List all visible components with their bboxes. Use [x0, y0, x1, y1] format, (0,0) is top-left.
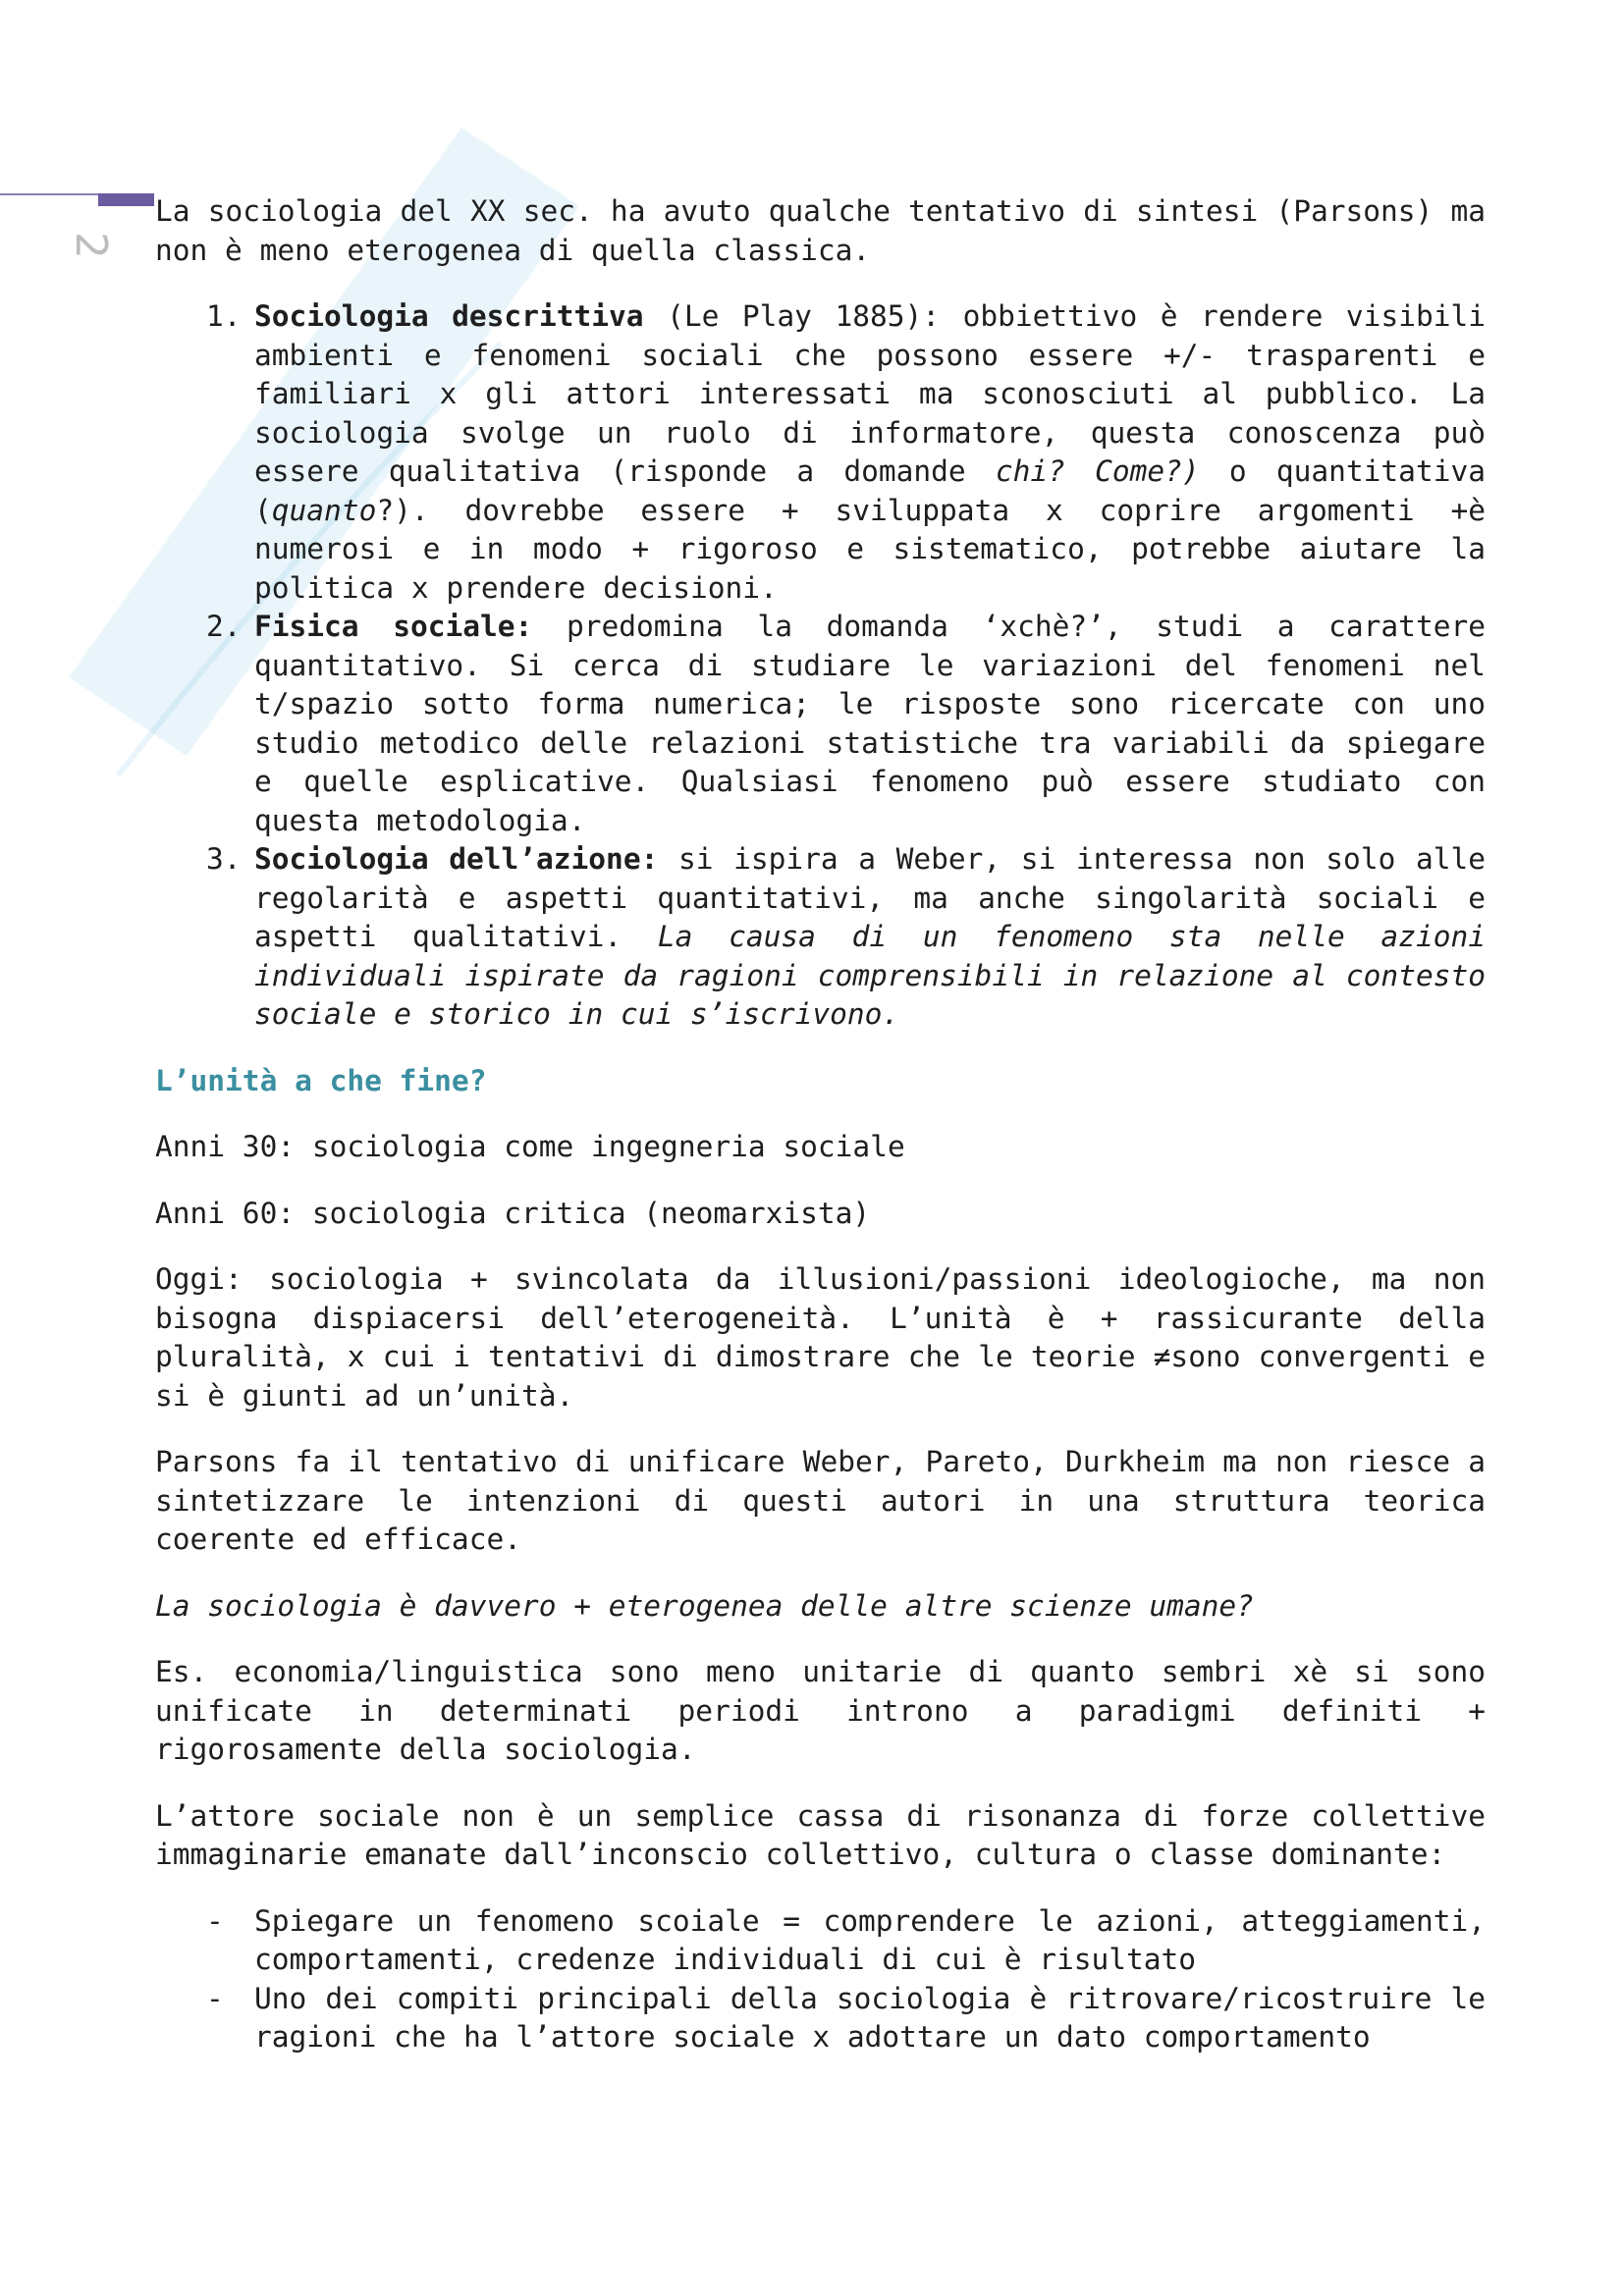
list-number: 1. [206, 299, 242, 333]
dash-marker: - [206, 1903, 224, 1938]
numbered-list [155, 297, 1486, 1035]
paragraph-anni60: Anni 60: sociologia critica (neomarxista) [155, 1196, 871, 1230]
list-italic: chi? Come?) [995, 454, 1200, 488]
list-italic: La causa di un fenomeno sta nelle azioni individuali ispirate da ragioni comprensibili in relazione al contesto sociale e storico in cui s’iscrivono. [254, 920, 1486, 1031]
list-item [155, 1980, 1486, 2057]
list-text: Uno dei compiti principali della sociologia è ritrovare/ricostruire le ragioni che ha l’attore sociale x adottare un dato comportamento [254, 1981, 1486, 2054]
list-number: 2. [206, 610, 242, 643]
paragraph-parsons: Parsons fa il tentativo di unificare Weber, Pareto, Durkheim ma non riesce a sintetizzare le intenzioni di questi autori in una struttura teorica coerente ed efficace. [155, 1445, 1486, 1556]
list-term: Sociologia dell’azione: [254, 842, 659, 876]
list-item [155, 297, 1486, 608]
list-italic: quanto [271, 493, 377, 527]
dash-marker: - [206, 1981, 224, 2015]
list-text: ?). dovrebbe essere + sviluppata x coprire argomenti +è numerosi e in modo + rigoroso e sistematico, potrebbe aiutare la politica x prendere decisioni. [254, 493, 1486, 605]
section-heading: L’unità a che fine? [155, 1063, 487, 1097]
list-item [155, 608, 1486, 840]
paragraph-question: La sociologia è davvero + eterogenea delle altre scienze umane? [155, 1588, 1254, 1623]
list-text: o quantitativa ( [254, 454, 1486, 527]
intro-paragraph: La sociologia del XX sec. ha avuto qualche tentativo di sintesi (Parsons) ma non è meno eterogenea di quella classica. [155, 194, 1486, 267]
list-item [155, 1902, 1486, 1980]
header-tab [98, 193, 154, 206]
dash-list [155, 1902, 1486, 2057]
list-text: (Le Play 1885): obbiettivo è rendere visibili ambienti e fenomeni sociali che possono essere +/- trasparenti e familiari x gli attori interessati ma sconosciuti al pubblico. La sociologia svolge un ruolo di informatore, questa conoscenza può essere qualitativa (risponde a domande [254, 299, 1487, 488]
document-body [155, 192, 1486, 2085]
list-text: Spiegare un fenomeno scoiale = comprendere le azioni, atteggiamenti, comportamenti, credenze individuali di cui è risultato [254, 1903, 1486, 1976]
paragraph-anni30: Anni 30: sociologia come ingegneria sociale [155, 1130, 905, 1163]
list-term: Sociologia descrittiva [254, 299, 644, 333]
list-term: Fisica sociale: [254, 610, 533, 643]
paragraph-oggi: Oggi: sociologia + svincolata da illusioni/passioni ideologioche, ma non bisogna dispiacersi dell’eterogeneità. L’unità è + rassicurante della pluralità, x cui i tentativi di dimostrare che le teorie ≠sono convergenti e si è giunti ad un’unità. [155, 1262, 1486, 1413]
page-number: 2 [66, 232, 116, 259]
paragraph-attore: L’attore sociale non è un semplice cassa di risonanza di forze collettive immaginarie emanate dall’inconscio collettivo, cultura o classe dominante: [155, 1798, 1486, 1871]
list-text: si ispira a Weber, si interessa non solo alle regolarità e aspetti quantitativi, ma anche singolarità sociali e aspetti qualitativi. [254, 842, 1486, 953]
list-number: 3. [206, 842, 242, 876]
list-item [155, 840, 1486, 1035]
list-text: predomina la domanda ‘xchè?’, studi a carattere quantitativo. Si cerca di studiare le variazioni del fenomeni nel t/spazio sotto forma numerica; le risposte sono ricercate con uno studio metodico delle relazioni statistiche tra variabili da spiegare e quelle esplicative. Qualsiasi fenomeno può essere studiato con questa metodologia. [254, 610, 1486, 837]
paragraph-esempio: Es. economia/linguistica sono meno unitarie di quanto sembri xè si sono unificate in determinati periodi introno a paradigmi definiti + rigorosamente della sociologia. [155, 1655, 1486, 1766]
